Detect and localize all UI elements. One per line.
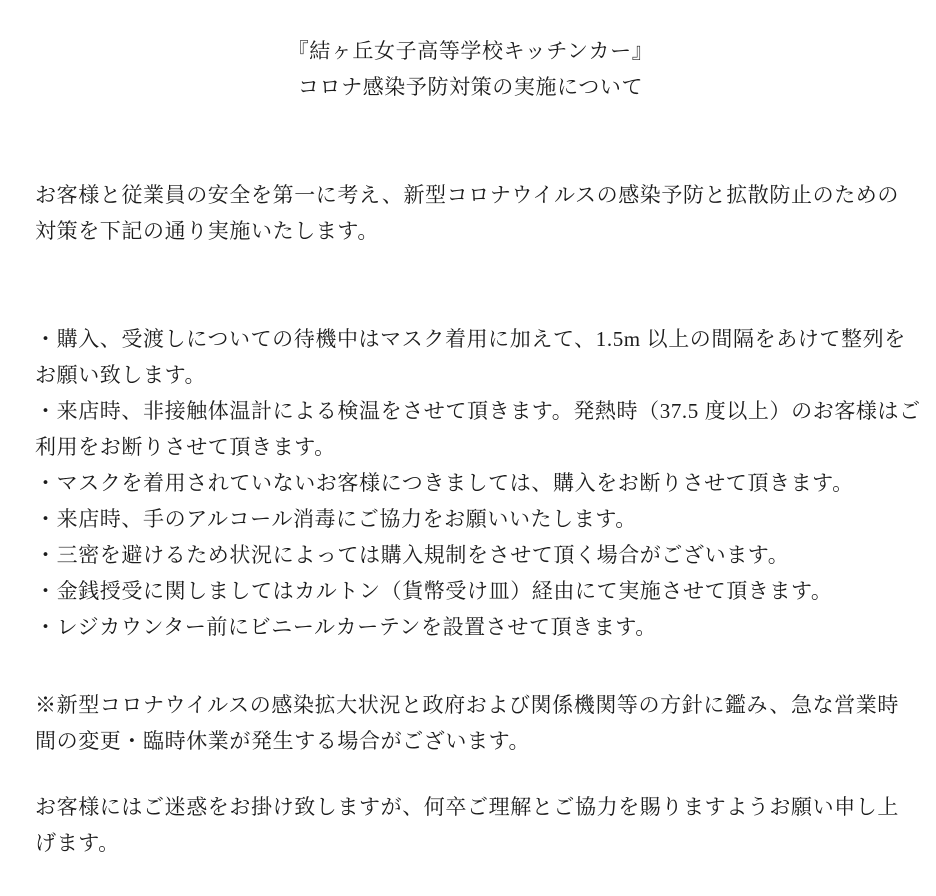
list-item-purchase-limit <box>35 537 906 573</box>
intro-line-2: 対策を下記の通り実施いたします。 <box>35 219 379 243</box>
measures-list <box>35 321 921 645</box>
list-item-line: ・金銭授受に関しましてはカルトン（貨幣受け皿）経由にて実施させて頂きます。 <box>35 579 833 603</box>
list-item-vinyl-curtain <box>35 609 906 645</box>
list-item-line: ・レジカウンター前にビニールカーテンを設置させて頂きます。 <box>35 615 657 639</box>
list-item-line: ・来店時、手のアルコール消毒にご協力をお願いいたします。 <box>35 507 637 531</box>
list-item-line: お願い致します。 <box>35 363 207 387</box>
closing-paragraph <box>35 789 906 861</box>
list-item-temperature-check <box>35 393 921 465</box>
list-item-cash-tray <box>35 573 906 609</box>
list-item-line: ・三密を避けるため状況によっては購入規制をさせて頂く場合がございます。 <box>35 543 790 567</box>
list-item-line: 利用をお断りさせて頂きます。 <box>35 435 336 459</box>
closing-line-1: お客様にはご迷惑をお掛け致しますが、何卒ご理解とご協力を賜りますようお願い申し上 <box>35 795 899 819</box>
intro-paragraph <box>35 177 906 249</box>
list-item-line: ・購入、受渡しについての待機中はマスク着用に加えて、1.5m 以上の間隔をあけて整列を <box>35 327 906 351</box>
notice-line-1: ※新型コロナウイルスの感染拡大状況と政府および関係機関等の方針に鑑み、急な営業時 <box>35 693 899 717</box>
closing-line-2: げます。 <box>35 831 120 855</box>
title-line-2: コロナ感染予防対策の実施について <box>297 75 644 99</box>
notice-paragraph <box>35 687 906 759</box>
list-item-line: ・来店時、非接触体温計による検温をさせて頂きます。発熱時（37.5 度以上）のお客様はご <box>35 399 921 423</box>
notice-line-2: 間の変更・臨時休業が発生する場合がございます。 <box>35 729 531 753</box>
intro-line-1: お客様と従業員の安全を第一に考え、新型コロナウイルスの感染予防と拡散防止のための <box>35 183 899 207</box>
list-item-hand-sanitizer <box>35 501 906 537</box>
list-item-line: ・マスクを着用されていないお客様につきましては、購入をお断りさせて頂きます。 <box>35 471 854 495</box>
list-item-distancing <box>35 321 906 393</box>
list-item-mask-required <box>35 465 906 501</box>
title-line-1: 『結ヶ丘女子高等学校キッチンカー』 <box>287 39 654 63</box>
document-title <box>35 33 906 105</box>
